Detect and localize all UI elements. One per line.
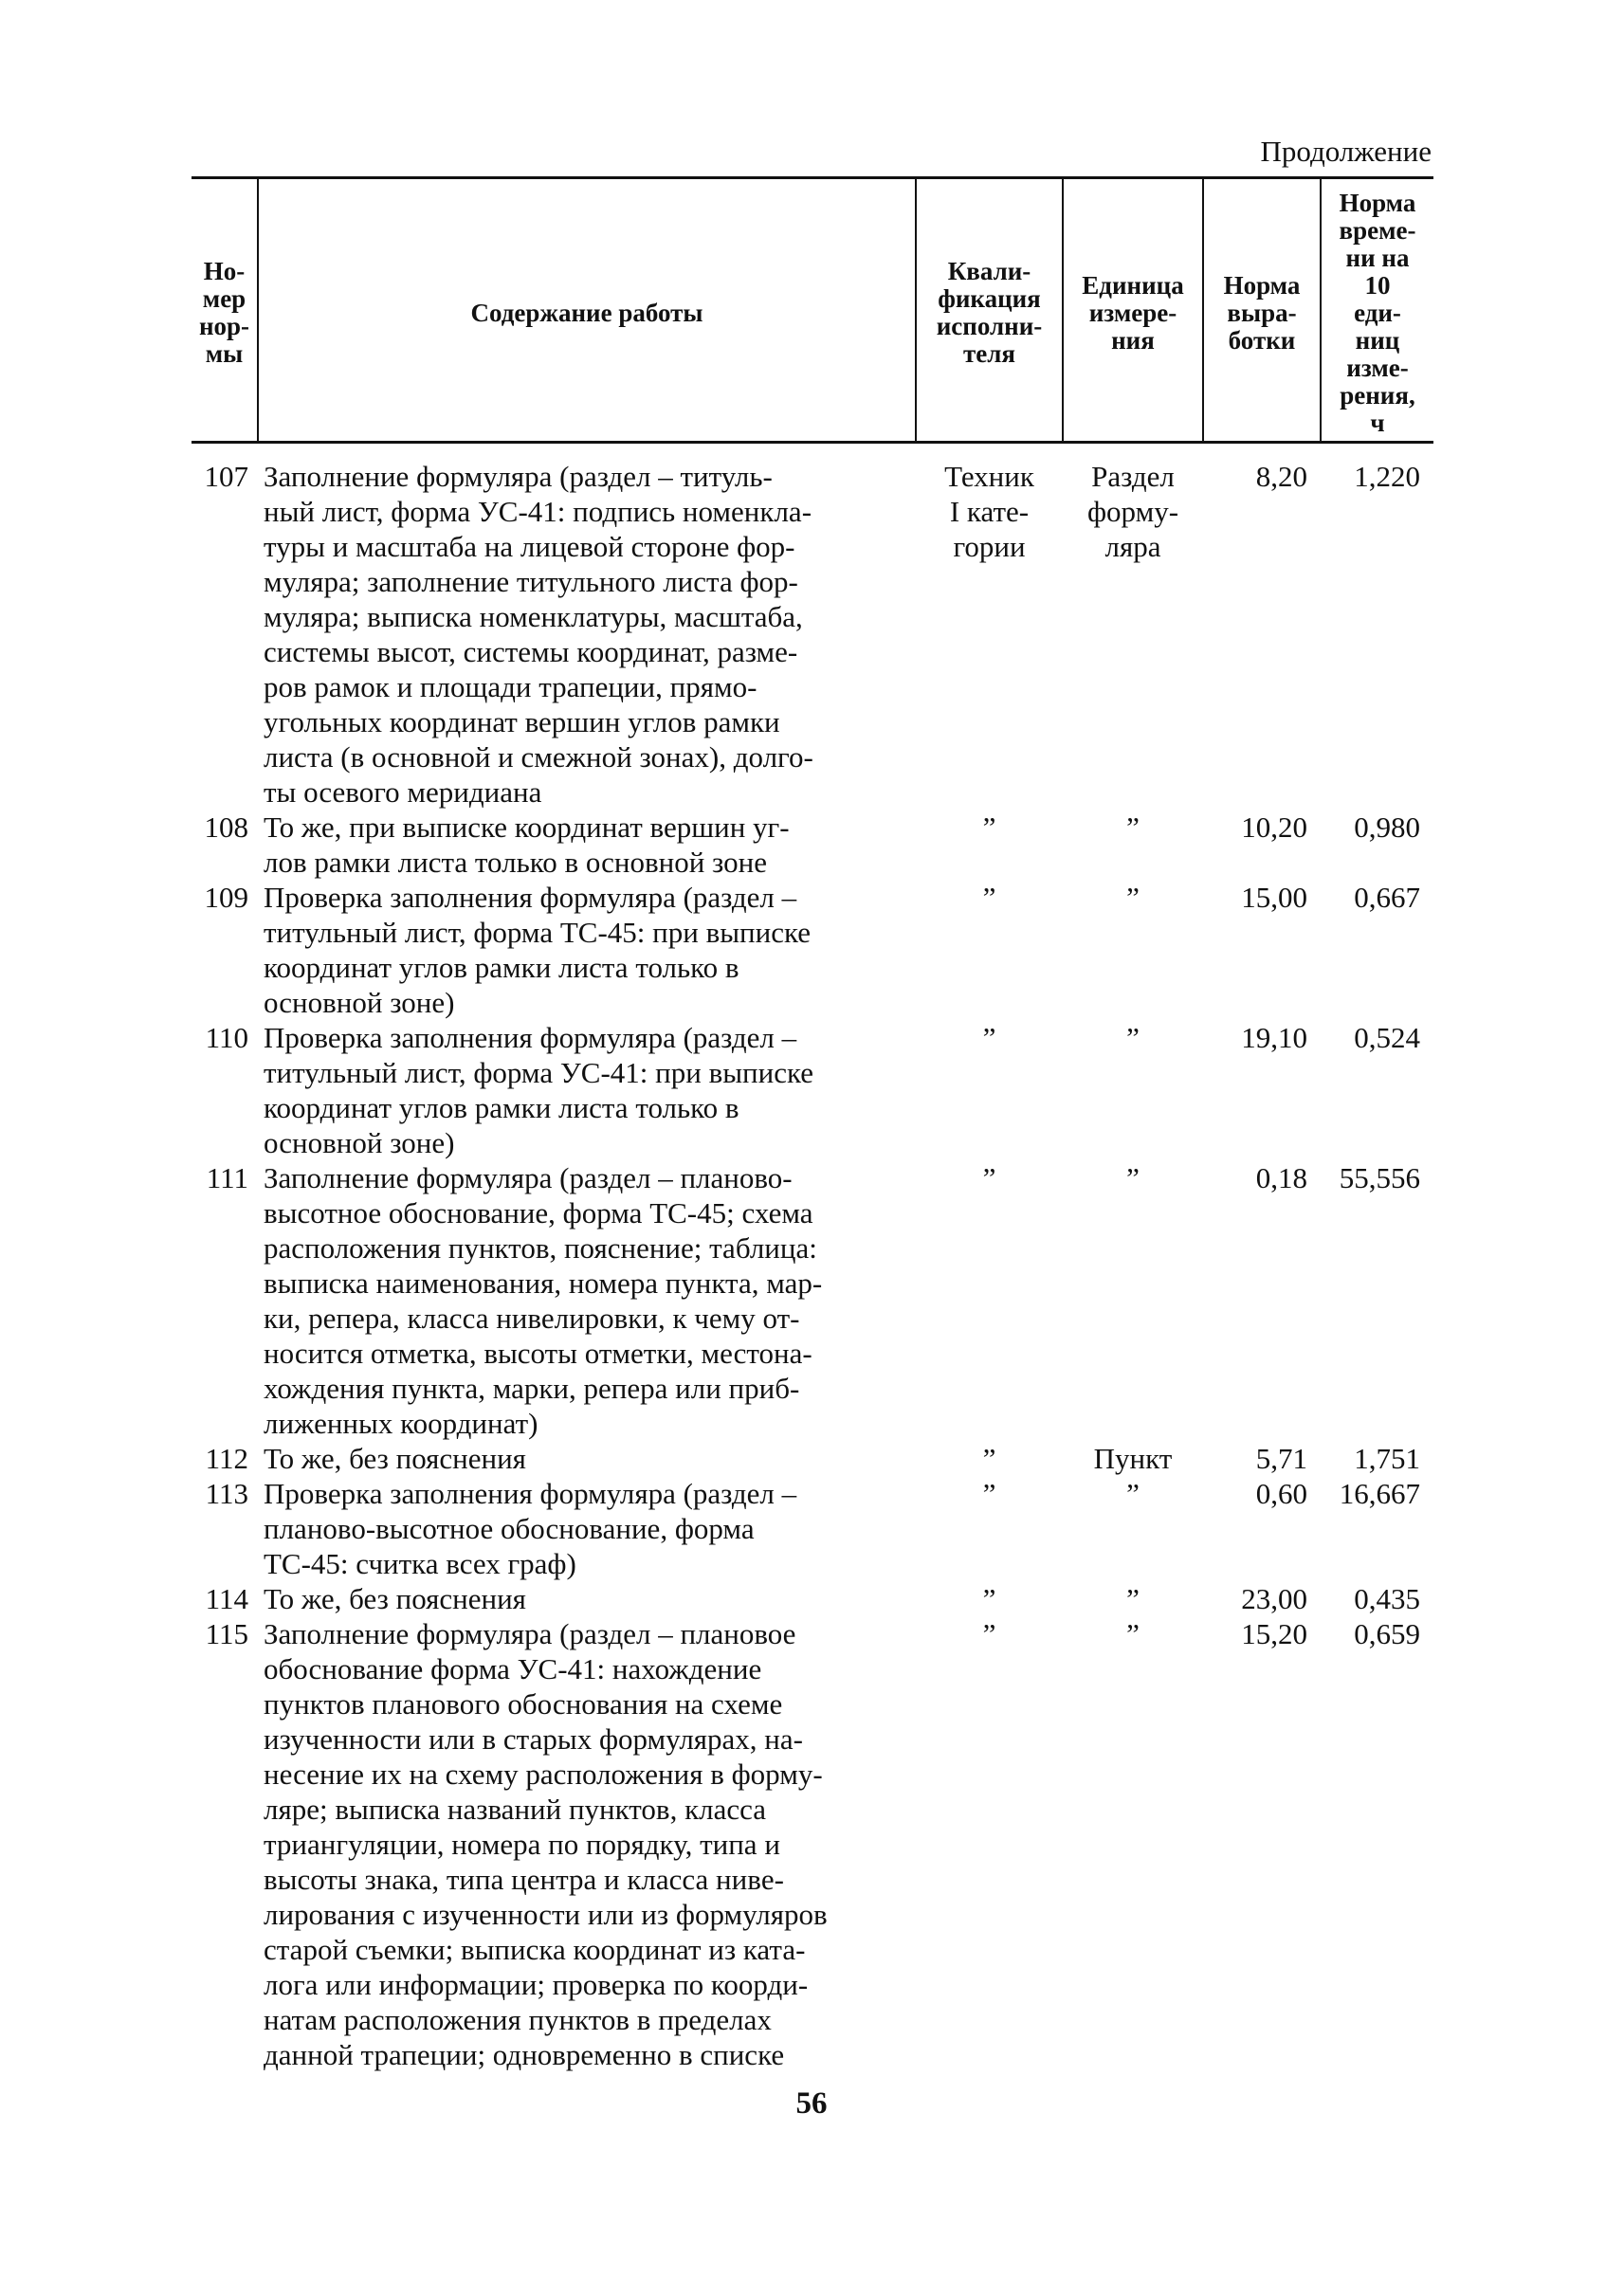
- time-norm-cell: 0,524: [1354, 1021, 1420, 1054]
- norm-number-cell: 108: [204, 811, 248, 844]
- table-row: [192, 1160, 1433, 1441]
- norm-number-cell: 111: [206, 1161, 248, 1194]
- work-content-cell: Проверка заполнения формуляра (раздел – планово-высотное обоснование, форма ТС-45: считка всех граф): [264, 1477, 797, 1580]
- page-number: 56: [795, 2086, 828, 2121]
- table-row: [192, 1441, 1433, 1476]
- qualification-cell: ”: [982, 1617, 996, 1650]
- unit-cell: ”: [1126, 1582, 1140, 1615]
- column-header-time-norm: Норма време- ни на 10 еди- ниц изме- рения, ч: [1321, 178, 1433, 443]
- time-norm-cell: 55,556: [1339, 1161, 1420, 1194]
- output-norm-cell: 23,00: [1241, 1582, 1307, 1615]
- work-content-cell: Проверка заполнения формуляра (раздел – титульный лист, форма УС-41: при выписке координат углов рамки листа только в основной зоне): [264, 1021, 814, 1159]
- norm-number-cell: 114: [205, 1582, 248, 1615]
- column-header-output-norm: Норма выра- ботки: [1203, 178, 1321, 443]
- table-row: [192, 443, 1433, 811]
- table-header-row: [192, 178, 1433, 443]
- time-norm-cell: 0,980: [1354, 811, 1420, 844]
- column-header-work-content: Содержание работы: [258, 178, 916, 443]
- unit-cell: ”: [1126, 1161, 1140, 1194]
- work-content-cell: Заполнение формуляра (раздел – титуль- ный лист, форма УС-41: подпись номенкла- туры и масштаба на лицевой стороне фор- муляра; заполнение титульного листа фор- муляра; выписка номенклатуры, масштаба, системы высот, системы координат, разме- ров рамок и площади трапеции, прямо- угольных координат вершин углов рамки листа (в основной и смежной зонах), долго- ты осевого меридиана: [264, 460, 813, 809]
- norm-number-cell: 107: [204, 460, 248, 493]
- work-content-cell: Проверка заполнения формуляра (раздел – титульный лист, форма ТС-45: при выписке координат углов рамки листа только в основной зоне): [264, 881, 812, 1019]
- time-norm-cell: 16,667: [1339, 1477, 1420, 1510]
- qualification-cell: ”: [982, 1477, 996, 1510]
- time-norm-cell: 0,435: [1354, 1582, 1420, 1615]
- qualification-cell: ”: [982, 1021, 996, 1054]
- norm-number-cell: 112: [205, 1442, 248, 1475]
- work-content-cell: То же, без пояснения: [264, 1582, 526, 1615]
- unit-cell: ”: [1126, 811, 1140, 844]
- table-row: [192, 1581, 1433, 1616]
- table-row: [192, 1476, 1433, 1581]
- continued-label: Продолжение: [1260, 135, 1432, 168]
- work-content-cell: То же, без пояснения: [264, 1442, 526, 1475]
- unit-cell: Пункт: [1093, 1442, 1173, 1475]
- unit-cell: ”: [1126, 1617, 1140, 1650]
- norm-number-cell: 109: [204, 881, 248, 914]
- time-norm-cell: 0,659: [1354, 1617, 1420, 1650]
- norm-number-cell: 110: [205, 1021, 248, 1054]
- output-norm-cell: 10,20: [1241, 811, 1307, 844]
- time-norm-cell: 1,220: [1354, 460, 1420, 493]
- norm-number-cell: 113: [205, 1477, 248, 1510]
- table-row: [192, 880, 1433, 1020]
- unit-cell: ”: [1126, 1021, 1140, 1054]
- unit-cell: ”: [1126, 881, 1140, 914]
- qualification-cell: ”: [982, 1582, 996, 1615]
- column-header-unit: Единица измере- ния: [1063, 178, 1203, 443]
- qualification-cell: ”: [982, 1442, 996, 1475]
- output-norm-cell: 5,71: [1255, 1442, 1307, 1475]
- qualification-cell: ”: [982, 881, 996, 914]
- work-content-cell: Заполнение формуляра (раздел – плановое обоснование форма УС-41: нахождение пунктов планового обоснования на схеме изученности или в старых формулярах, на- несение их на схему расположения в форму- ляре; выписка названий пунктов, класса триангуляции, номера по порядку, типа и высоты знака, типа центра и класса нивe- лирования с изученности или из формуляров старой съемки; выписка координат из ката- лога или информации; проверка по коорди- натам расположения пунктов в пределах данной трапеции; одновременно в списке: [264, 1617, 828, 2071]
- output-norm-cell: 15,00: [1241, 881, 1307, 914]
- norms-table: [192, 176, 1433, 2072]
- table-row: [192, 1020, 1433, 1160]
- column-header-norm-number: Но- мер нор- мы: [192, 178, 258, 443]
- time-norm-cell: 1,751: [1354, 1442, 1420, 1475]
- output-norm-cell: 15,20: [1241, 1617, 1307, 1650]
- unit-cell: ”: [1126, 1477, 1140, 1510]
- qualification-cell: ”: [982, 811, 996, 844]
- time-norm-cell: 0,667: [1354, 881, 1420, 914]
- output-norm-cell: 8,20: [1255, 460, 1307, 493]
- work-content-cell: Заполнение формуляра (раздел – планово- высотное обоснование, форма ТС-45; схема расположения пунктов, пояснение; таблица: выписка наименования, номера пункта, мар- ки, репера, класса нивелировки, к чему от- носится отметка, высоты отметки, местона- хождения пункта, марки, репера или приб- лиженных координат): [264, 1161, 823, 1440]
- norm-number-cell: 115: [205, 1617, 248, 1650]
- column-header-qualification: Квали- фикация исполни- теля: [916, 178, 1063, 443]
- output-norm-cell: 0,60: [1255, 1477, 1307, 1510]
- work-content-cell: То же, при выписке координат вершин уг- лов рамки листа только в основной зоне: [264, 811, 790, 879]
- table-row: [192, 810, 1433, 880]
- qualification-cell: ”: [982, 1161, 996, 1194]
- qualification-cell: Техник I кате- гории: [944, 460, 1034, 563]
- output-norm-cell: 0,18: [1255, 1161, 1307, 1194]
- unit-cell: Раздел форму- ляра: [1086, 460, 1179, 563]
- output-norm-cell: 19,10: [1241, 1021, 1307, 1054]
- table-row: [192, 1616, 1433, 2072]
